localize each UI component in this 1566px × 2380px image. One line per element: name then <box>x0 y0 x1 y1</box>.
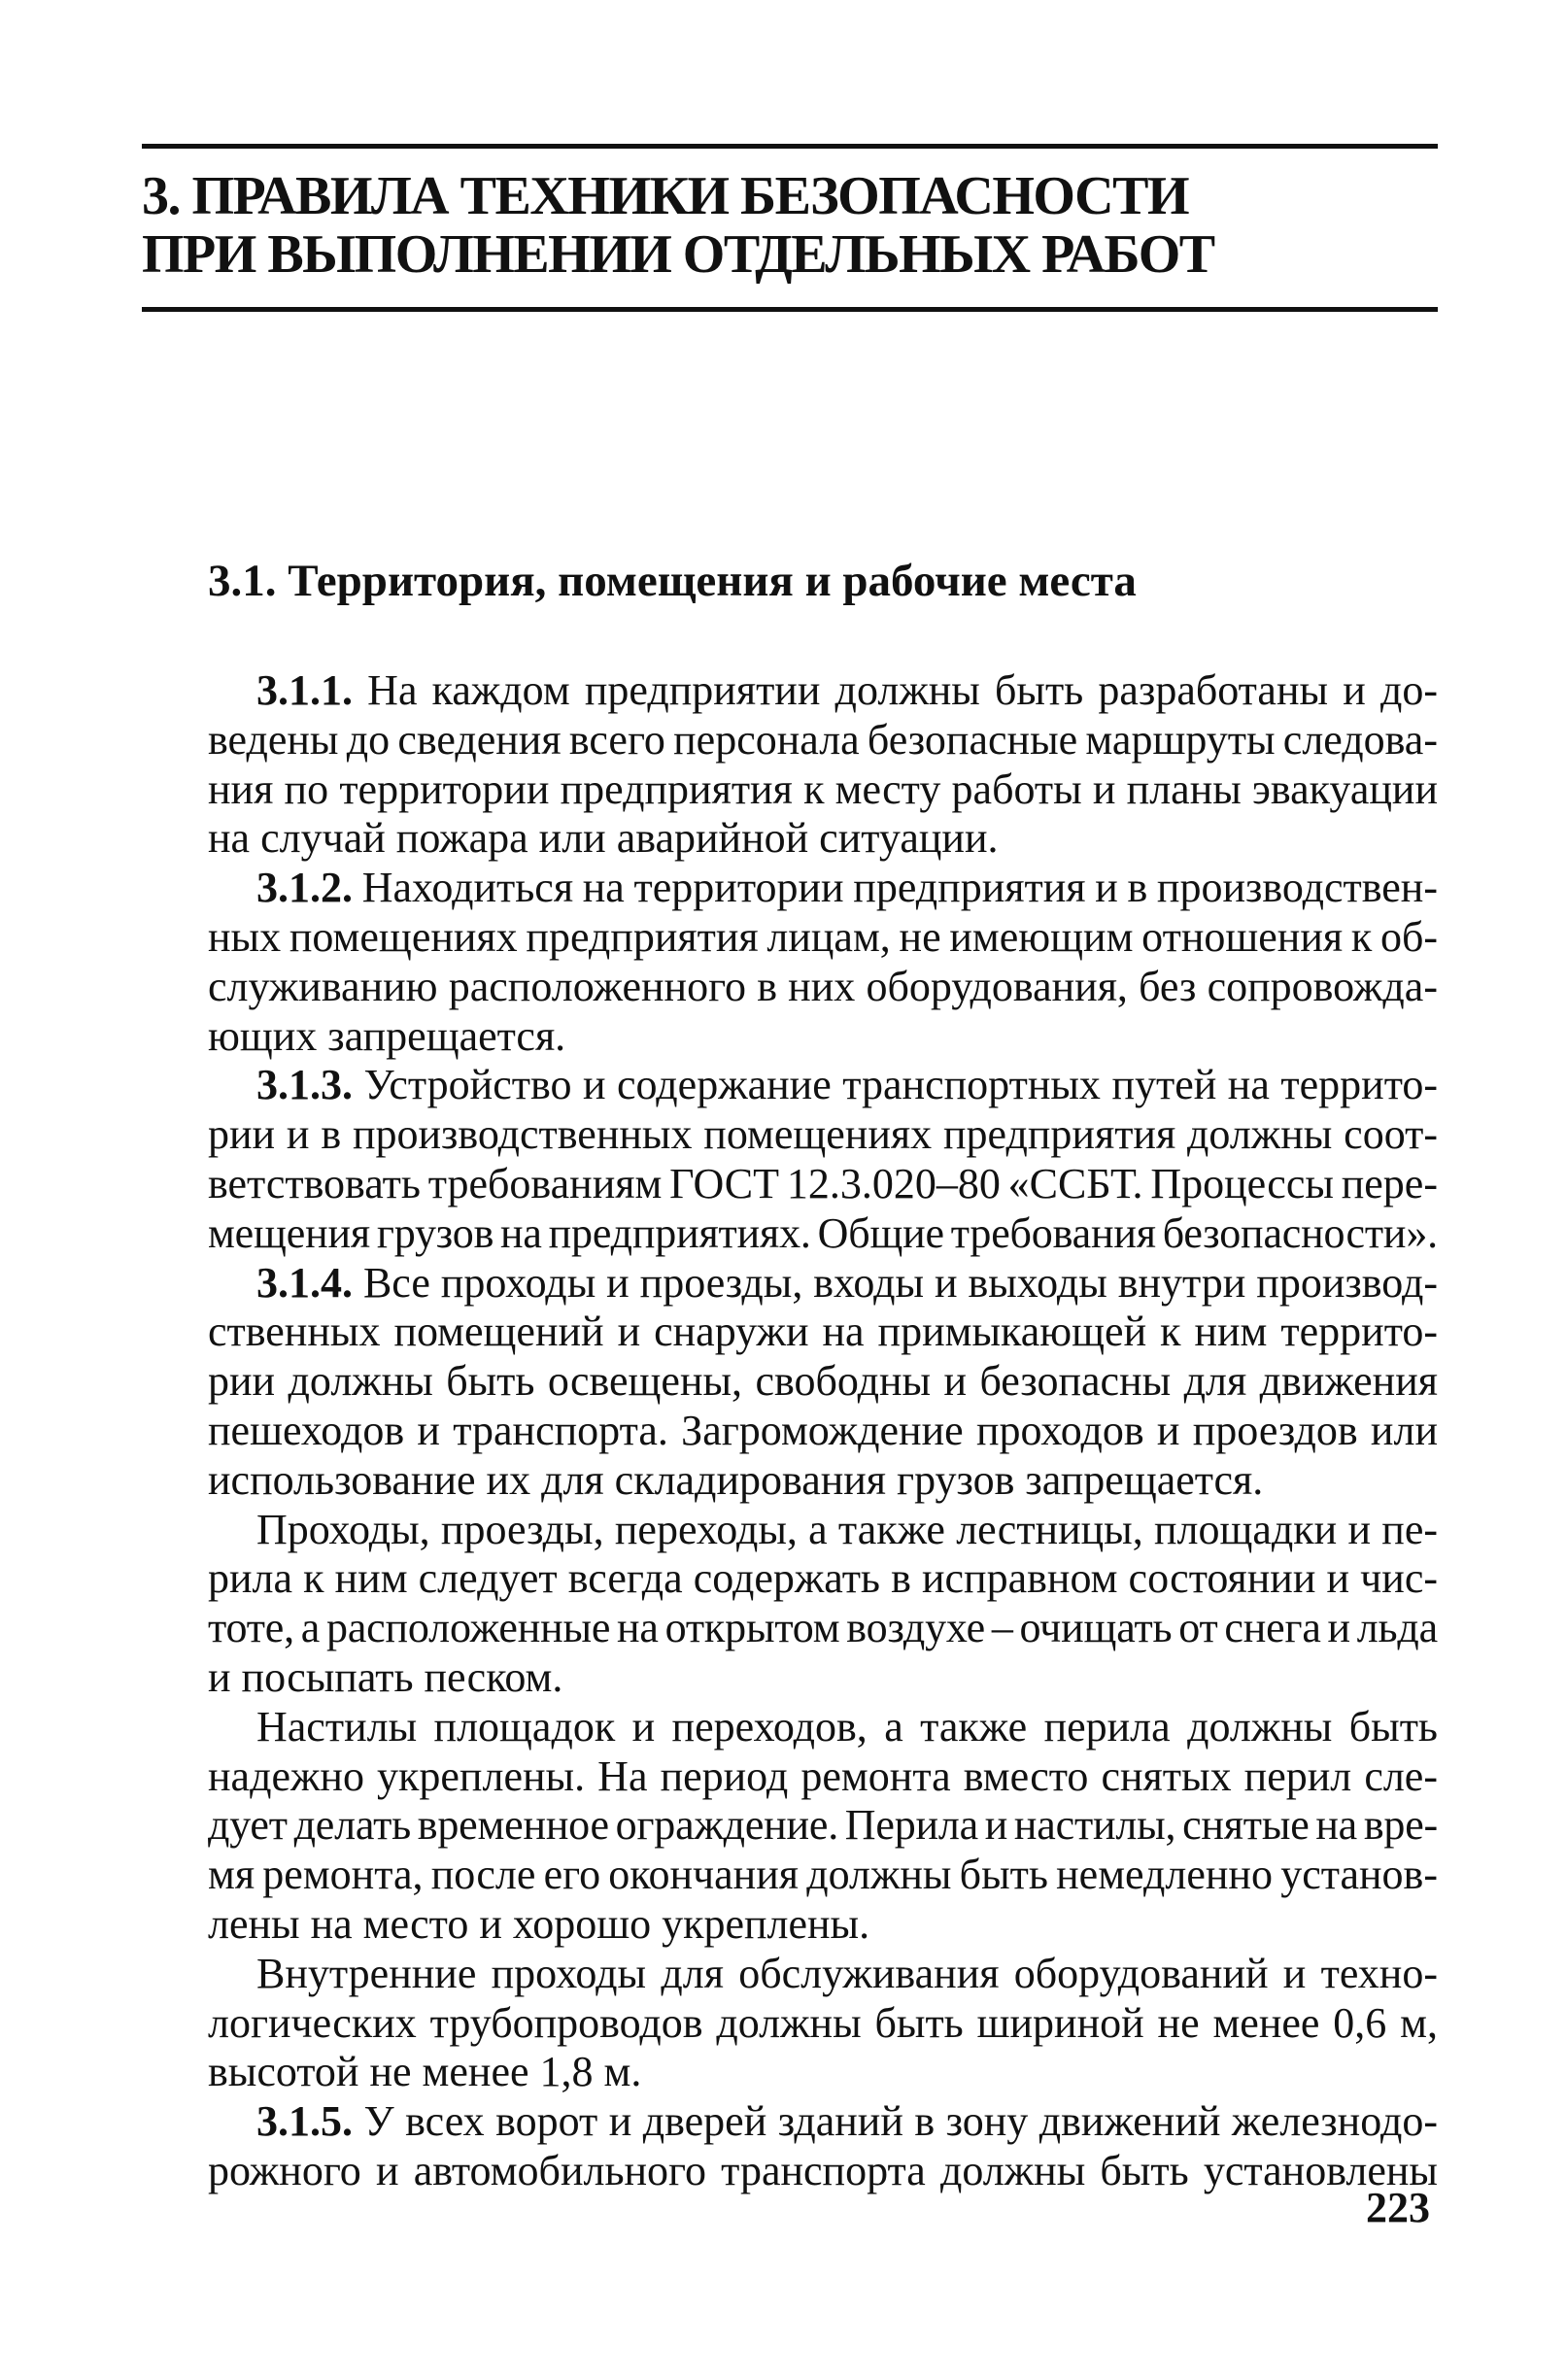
chapter-title <box>142 167 1214 284</box>
paragraph <box>208 1950 1438 2097</box>
text-line <box>208 1851 1438 1900</box>
line-text: дует делать временное ограждение. Перила и настилы, снятые на вре- <box>208 1801 1438 1850</box>
text-line <box>208 1456 1438 1506</box>
line-text: высотой не менее 1,8 м. <box>208 2048 642 2096</box>
text-line <box>208 1012 1438 1062</box>
text-line <box>208 1160 1438 1209</box>
text-line <box>208 1653 1438 1703</box>
clause-number: 3.1.2. <box>256 864 353 912</box>
text-line <box>208 1900 1438 1950</box>
clause-number: 3.1.5. <box>256 2097 353 2146</box>
text-line <box>208 666 1438 716</box>
line-text: служиванию расположенного в них оборудования, без сопровожда- <box>208 962 1438 1010</box>
line-text: и посыпать песком. <box>208 1652 563 1701</box>
line-text: рии и в производственных помещениях предприятия должны соот- <box>208 1110 1438 1159</box>
text-line <box>208 1061 1438 1110</box>
text-line <box>208 1801 1438 1851</box>
line-text: рила к ним следует всегда содержать в исправном состоянии и чис- <box>208 1554 1438 1603</box>
line-text: ственных помещений и снаружи на примыкающей к ним террито- <box>208 1308 1438 1356</box>
clause-number: 3.1.1. <box>256 666 353 714</box>
paragraph <box>208 1259 1438 1506</box>
line-text: использование их для складирования грузов запрещается. <box>208 1455 1264 1504</box>
text-line <box>208 1357 1438 1407</box>
paragraph <box>208 666 1438 864</box>
line-text: ведены до сведения всего персонала безопасные маршруты следова- <box>208 715 1438 764</box>
text-line <box>208 963 1438 1012</box>
text-line <box>208 814 1438 864</box>
line-text: логических трубопроводов должны быть шириной не менее 0,6 м, <box>208 1998 1438 2047</box>
bottom-rule <box>142 307 1438 312</box>
text-line <box>208 1604 1438 1653</box>
line-text: Устройство и содержание транспортных путей на террито- <box>363 1061 1438 1109</box>
section-title: 3.1. Территория, помещения и рабочие места <box>208 556 1137 606</box>
text-line <box>208 1999 1438 2049</box>
text-line <box>208 1110 1438 1160</box>
clause-number: 3.1.4. <box>256 1258 353 1307</box>
line-text: У всех ворот и дверей зданий в зону движений железнодо- <box>363 2097 1438 2146</box>
paragraph <box>208 2097 1438 2196</box>
chapter-title-line-1: 3. ПРАВИЛА ТЕХНИКИ БЕЗОПАСНОСТИ <box>142 166 1189 226</box>
text-line <box>208 1703 1438 1752</box>
text-line <box>208 2147 1438 2196</box>
line-text: мещения грузов на предприятиях. Общие требования безопасности». <box>208 1208 1438 1257</box>
line-text: рожного и автомобильного транспорта должны быть установлены <box>208 2146 1438 2194</box>
text-line <box>208 864 1438 913</box>
line-text: рии должны быть освещены, свободны и безопасны для движения <box>208 1357 1438 1406</box>
line-text: Внутренние проходы для обслуживания оборудований и техно- <box>256 1949 1438 1997</box>
line-text: Проходы, проезды, переходы, а также лестницы, площадки и пе- <box>256 1505 1438 1553</box>
text-line <box>208 1209 1438 1259</box>
page-number: 223 <box>1366 2184 1430 2231</box>
line-text: ния по территории предприятия к месту работы и планы эвакуации <box>208 765 1438 813</box>
text-line <box>208 1506 1438 1555</box>
chapter-title-line-2: ПРИ ВЫПОЛНЕНИИ ОТДЕЛЬНЫХ РАБОТ <box>142 224 1214 285</box>
text-line <box>208 765 1438 815</box>
text-line <box>208 1554 1438 1604</box>
line-text: надежно укреплены. На период ремонта вместо снятых перил сле- <box>208 1751 1438 1800</box>
line-text: Настилы площадок и переходов, а также перила должны быть <box>256 1702 1438 1751</box>
top-rule <box>142 144 1438 149</box>
clause-number: 3.1.3. <box>256 1061 353 1109</box>
line-text: ветствовать требованиям ГОСТ 12.3.020–80 «ССБТ. Процессы пере- <box>208 1159 1438 1207</box>
line-text: мя ремонта, после его окончания должны быть немедленно установ- <box>208 1851 1438 1899</box>
paragraph <box>208 1061 1438 1258</box>
text-line <box>208 1259 1438 1309</box>
paragraph <box>208 1703 1438 1950</box>
line-text: пешеходов и транспорта. Загромождение проходов и проездов или <box>208 1406 1438 1454</box>
line-text: Находиться на территории предприятия и в производствен- <box>361 864 1438 912</box>
text-line <box>208 1308 1438 1357</box>
text-line <box>208 913 1438 963</box>
text-line <box>208 716 1438 765</box>
line-text: На каждом предприятии должны быть разработаны и до- <box>367 666 1438 714</box>
text-line <box>208 2097 1438 2147</box>
line-text: тоте, а расположенные на открытом воздухе – очищать от снега и льда <box>208 1604 1438 1652</box>
line-text: Все проходы и проезды, входы и выходы внутри производ- <box>362 1258 1438 1307</box>
line-text: ющих запрещается. <box>208 1011 566 1060</box>
line-text: ных помещениях предприятия лицам, не имеющим отношения к об- <box>208 912 1438 961</box>
body-text <box>208 666 1438 2196</box>
text-line <box>208 2048 1438 2097</box>
paragraph <box>208 1506 1438 1703</box>
line-text: на случай пожара или аварийной ситуации. <box>208 814 999 863</box>
paragraph <box>208 864 1438 1061</box>
text-line <box>208 1950 1438 1999</box>
text-line <box>208 1752 1438 1802</box>
text-line <box>208 1407 1438 1456</box>
line-text: лены на место и хорошо укреплены. <box>208 1899 870 1948</box>
